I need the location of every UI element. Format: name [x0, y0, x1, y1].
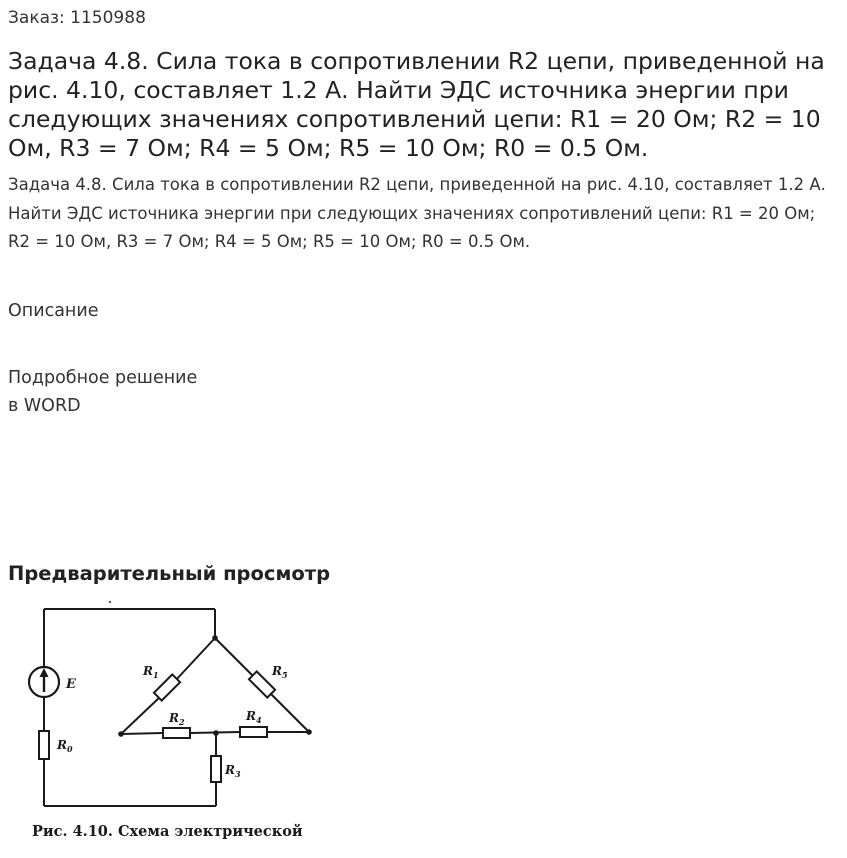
circuit-diagram [8, 596, 338, 850]
figure-caption: Рис. 4.10. Схема электрической [32, 823, 303, 840]
task-description: Задача 4.8. Сила тока в сопротивлении R2 цепи, приведенной на рис. 4.10, составляет 1.2 А. Найти ЭДС источника энергии при следующих значениях сопротивлений цепи: R1 = 20 Ом; R2 = 10 Ом, R3 = 7 Ом; R4 = 5 Ом; R5 = 10 Ом; R0 = 0.5 Ом. [8, 175, 826, 251]
label-r1: $R_1$ [143, 664, 159, 680]
dot-mark [109, 601, 111, 603]
solution-info [8, 364, 197, 420]
node-right [306, 729, 312, 735]
description-heading: Описание [8, 301, 99, 321]
order-number: Заказ: 1150988 [8, 8, 146, 28]
preview-heading: Предварительный просмотр [8, 562, 331, 585]
circuit-wires [44, 609, 309, 806]
label-r2: $R_2$ [169, 711, 185, 727]
resistor-r3 [211, 756, 221, 782]
resistor-r0 [39, 731, 49, 759]
label-r4: $R_4$ [246, 709, 262, 725]
node-top [212, 635, 218, 641]
label-r3: $R_3$ [225, 763, 241, 779]
task-title: Задача 4.8. Сила тока в сопротивлении R2 цепи, приведенной на рис. 4.10, составляет 1.2 А. Найти ЭДС источника энергии при следующих значениях сопротивлений цепи: R1 = 20 Ом; R2 = 10 Ом, R3 = 7 Ом; R4 = 5 Ом; R5 = 10 Ом; R0 = 0.5 Ом. [8, 47, 825, 162]
solution-line-2: в WORD [8, 396, 81, 416]
circuit-preview-image [8, 596, 338, 850]
resistor-r4 [240, 727, 267, 737]
node-middle [213, 730, 219, 736]
label-r5: $R_5$ [272, 664, 288, 680]
label-e: E [66, 677, 76, 692]
label-r0: $R_0$ [57, 738, 73, 754]
solution-line-1: Подробное решение [8, 368, 198, 388]
resistor-r2 [163, 728, 190, 738]
source-e-icon [29, 667, 59, 697]
node-left [118, 731, 124, 737]
